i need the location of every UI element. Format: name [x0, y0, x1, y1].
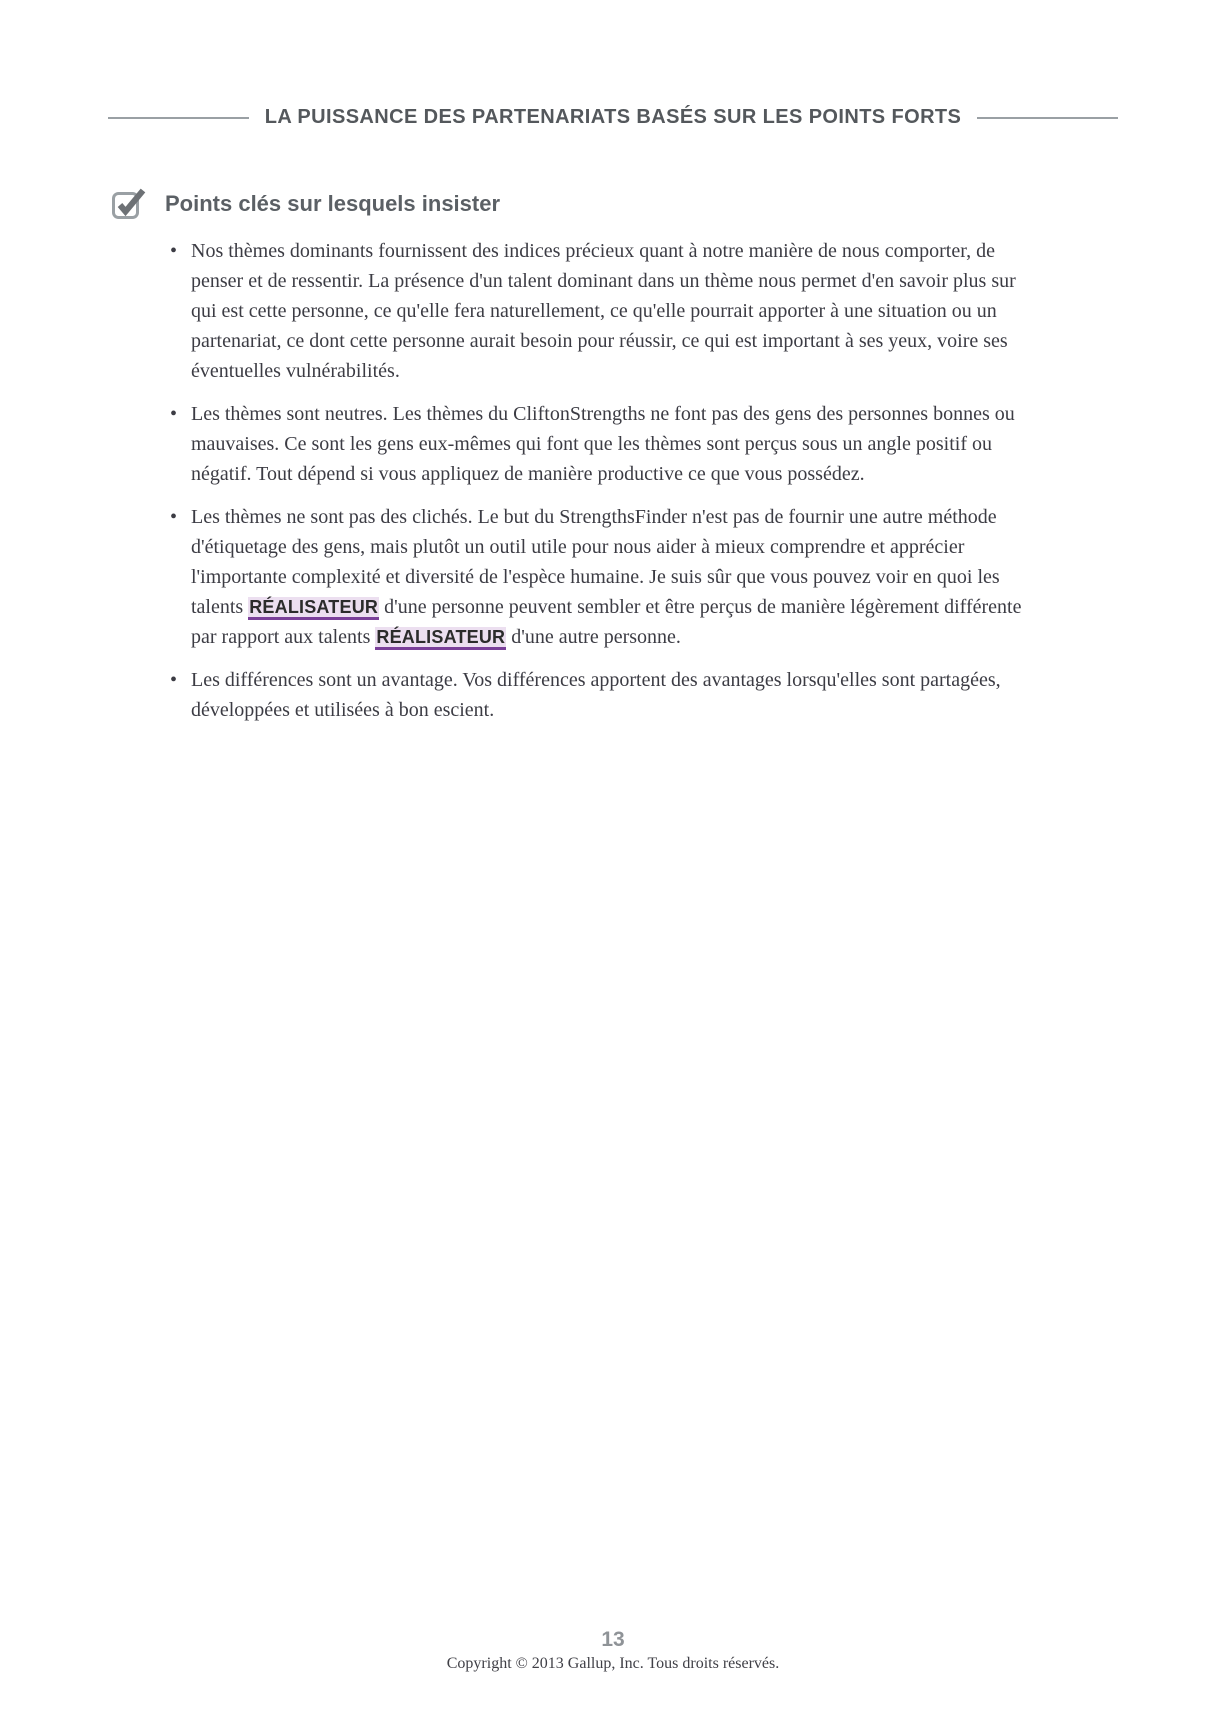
- page-number: 13: [601, 1628, 625, 1651]
- header-rule-left: [108, 117, 249, 119]
- key-points-title: Points clés sur lesquels insister: [165, 191, 501, 216]
- bullet-text: Les différences sont un avantage. Vos différences apportent des avantages lorsqu'elles sont partagées, développées et utilisées à bon escient.: [191, 669, 1001, 721]
- page-footer: [0, 1628, 1226, 1673]
- bullet-text: Les thèmes ne sont pas des clichés. Le but du StrengthsFinder n'est pas de fournir une autre méthode d'étiquetage des gens, mais plutôt un outil utile pour nous aider à mieux comprendre et apprécier l'importante complexité et diversité de l'espèce humaine. Je suis sûr que vous pouvez voir en quoi les talents: [191, 506, 1000, 618]
- key-points-heading-row: [111, 186, 1040, 220]
- theme-link-realisateur[interactable]: RÉALISATEUR: [248, 597, 379, 620]
- list-item: [170, 665, 1040, 725]
- key-points-section: [111, 186, 1040, 738]
- list-item: [170, 502, 1040, 652]
- key-points-list: [170, 236, 1040, 725]
- checkbox-checked-icon: [111, 186, 148, 220]
- list-item: [170, 399, 1040, 489]
- bullet-text: d'une autre personne.: [506, 626, 681, 648]
- header-rule-right: [977, 117, 1118, 119]
- copyright-text: Copyright © 2013 Gallup, Inc. Tous droits réservés.: [446, 1655, 780, 1672]
- bullet-text: d'une personne peuvent sembler et être perçus de manière légèrement différente par rapport aux talents: [191, 596, 1022, 648]
- list-item: [170, 236, 1040, 386]
- page-header-title: LA PUISSANCE DES PARTENARIATS BASÉS SUR LES POINTS FORTS: [264, 106, 962, 128]
- theme-link-realisateur[interactable]: RÉALISATEUR: [375, 627, 506, 650]
- bullet-text: Nos thèmes dominants fournissent des indices précieux quant à notre manière de nous comporter, de penser et de ressentir. La présence d'un talent dominant dans un thème nous permet d'en savoir plus sur qui est cette personne, ce qu'elle fera naturellement, ce qu'elle pourrait apporter à une situation ou un partenariat, ce dont cette personne aurait besoin pour réussir, ce qui est important à ses yeux, voire ses éventuelles vulnérabilités.: [191, 240, 1016, 382]
- page-header: [108, 106, 1118, 129]
- bullet-text: Les thèmes sont neutres. Les thèmes du CliftonStrengths ne font pas des gens des personnes bonnes ou mauvaises. Ce sont les gens eux-mêmes qui font que les thèmes sont perçus sous un angle positif ou négatif. Tout dépend si vous appliquez de manière productive ce que vous possédez.: [191, 403, 1015, 485]
